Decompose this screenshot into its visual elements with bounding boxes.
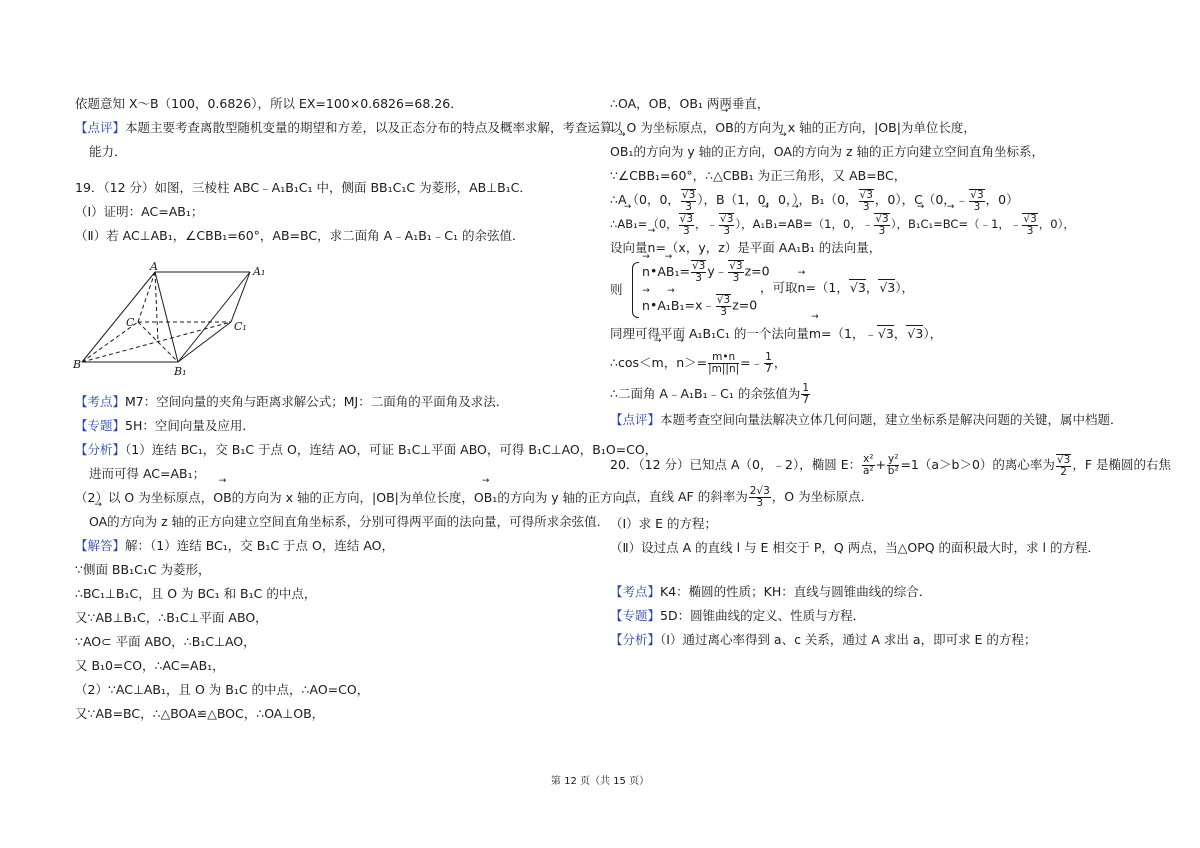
text-line: （Ⅱ）若 AC⊥AB₁，∠CBB₁=60°，AB=BC，求二面角 A﹣A₁B₁﹣C₁ 的余弦值． bbox=[75, 228, 525, 243]
text-line: 进而可得 AC=AB₁； bbox=[89, 466, 206, 481]
edge-ab bbox=[82, 272, 155, 362]
text-line: （2）以 O 为坐标原点，→ OB的方向为 x 轴的正方向，|OB|为单位长度，→ OB₁的方向为 y 轴的正方向， bbox=[75, 486, 595, 510]
prism-figure bbox=[72, 260, 272, 378]
problem-20-title: 20．（12 分）已知点 A（0，﹣2），椭圆 E： $\frac{\text{x²}}{\text{a²}}$ + $\frac{\text{y²}}{\text{b²}}$ =1（a＞b＞0）的离心率为 $\frac{√3}{2}$ ，F 是椭圆的右焦 bbox=[610, 453, 1171, 478]
text-line: 【专题】5D：圆锥曲线的定义、性质与方程． bbox=[610, 608, 866, 623]
equation-row: → n•→ AB₁= $\frac{√3}{3}$ y﹣ $\frac{√3}{3}$ z=0 bbox=[642, 260, 770, 284]
right-column bbox=[610, 92, 1171, 652]
text-line: ∴cos＜→ m，→ n＞= $\frac{m•n}{|m||n|}$ =﹣ $\frac{1}{7}$ ， bbox=[610, 346, 1130, 380]
text-line: 以 O 为坐标原点，→ OB的方向为 x 轴的正方向，|OB|为单位长度， bbox=[610, 116, 1130, 140]
problem-19-title: 19．（12 分）如图，三棱柱 ABC﹣A₁B₁C₁ 中，侧面 BB₁C₁C 为菱形，AB⊥B₁C． bbox=[75, 180, 532, 195]
edge-ac-hidden bbox=[138, 272, 155, 322]
system-brace bbox=[632, 262, 639, 318]
text-line: 又∵AB=BC，∴△BOA≌△BOC，∴OA⊥OB， bbox=[75, 706, 325, 721]
text-line: ∴OA，OB，OB₁ 两两垂直， bbox=[610, 96, 770, 111]
topic-tag: 【专题】 bbox=[610, 608, 661, 623]
left-column bbox=[75, 92, 658, 726]
text-line: （Ⅰ）证明：AC=AB₁； bbox=[75, 204, 204, 219]
text-line: → OB₁的方向为 y 轴的正方向，→ OA的方向为 z 轴的正方向建立空间直角坐标系， bbox=[610, 140, 1130, 164]
text-line: 【分析】（1）连结 BC₁，交 B₁C 于点 O，连结 AO，可证 B₁C⊥平面 ABO，可得 B₁C⊥AO，B₁O=CO， bbox=[75, 442, 658, 457]
edge-bc1-hidden bbox=[82, 322, 231, 362]
text-line: 【专题】5H：空间向量及应用． bbox=[75, 418, 255, 433]
text-line: 【考点】M7：空间向量的夹角与距离求解公式；MJ：二面角的平面角及求法． bbox=[75, 394, 509, 409]
vertex-label: B bbox=[73, 358, 82, 371]
page-footer: 第 12 页（共 15 页） bbox=[550, 776, 650, 787]
analysis-tag: 【分析】 bbox=[75, 442, 126, 457]
text-line: → OA的方向为 z 轴的正方向建立空间直角坐标系，分别可得两平面的法向量，可得所求余弦值． bbox=[75, 510, 595, 534]
text-line: ∵侧面 BB₁C₁C 为菱形， bbox=[75, 562, 211, 577]
text-line: 【点评】本题考查空间向量法解决立体几何问题，建立坐标系是解决问题的关键，属中档题． bbox=[610, 412, 1123, 427]
text-line: ∵∠CBB₁=60°，∴△CBB₁ 为正三角形，又 AB=BC， bbox=[610, 168, 907, 183]
text-line: 能力． bbox=[89, 144, 127, 159]
text-line: （Ⅱ）设过点 A 的直线 l 与 E 相交于 P，Q 两点，当△OPQ 的面积最大时，求 l 的方程． bbox=[610, 540, 1100, 555]
vertex-label: A₁ bbox=[253, 265, 266, 278]
text-line: ∴二面角 A﹣A₁B₁﹣C₁ 的余弦值为 $\frac{1}{7}$ bbox=[610, 382, 810, 406]
equation-row: → n•→ A₁B₁=x﹣ $\frac{√3}{3}$ z=0 bbox=[642, 294, 757, 318]
text-line: ，可取→ n=（1，√3，√3）， bbox=[760, 278, 914, 298]
knowledge-tag: 【考点】 bbox=[610, 584, 661, 599]
vertex-label: B₁ bbox=[174, 365, 187, 378]
text-line: ∴→ AB₁=（0， $\frac{√3}{3}$ ，﹣ $\frac{√3}{3}$ ），→ A₁B₁=→ AB=（1，0，﹣ $\frac{√3}{3}$ ），→ B₁C₁=→ BC=（﹣1，﹣ $\frac{√3}{3}$ ，0）， bbox=[610, 212, 1130, 236]
review-tag: 【点评】 bbox=[75, 120, 126, 135]
text-line: 点，直线 AF 的斜率为 $\frac{2√3}{3}$ ，O 为坐标原点． bbox=[624, 485, 874, 509]
text-line: 【点评】本题主要考查离散型随机变量的期望和方差，以及正态分布的特点及概率求解，考查运算 bbox=[75, 120, 613, 135]
text-line: 又 B₁0=CO，∴AC=AB₁， bbox=[75, 658, 225, 673]
knowledge-tag: 【考点】 bbox=[75, 394, 126, 409]
solution-tag: 【解答】 bbox=[75, 538, 126, 553]
vertex-label: A bbox=[150, 260, 158, 273]
edge-b1c1 bbox=[178, 322, 231, 362]
text-line: 【解答】解：（1）连结 BC₁，交 B₁C 于点 O，连结 AO， bbox=[75, 538, 395, 553]
text-line: （Ⅰ）求 E 的方程； bbox=[610, 516, 718, 531]
analysis-tag: 【分析】 bbox=[610, 632, 661, 647]
edge-a1c1 bbox=[231, 272, 250, 322]
text-line: ∴BC₁⊥B₁C，且 O 为 BC₁ 和 B₁C 的中点， bbox=[75, 586, 317, 601]
review-tag: 【点评】 bbox=[610, 412, 661, 427]
edge-ab1 bbox=[155, 272, 178, 362]
equation-system: 则 → n•→ AB₁= $\frac{√3}{3}$ y﹣ $\frac{√3}{3}$ z=0 → n•→ A₁B₁=x﹣ $\frac{√3}{3}$ z=0 ，可取→ n=（1，√3，√3）， bbox=[610, 260, 1130, 322]
text-line: （2）∵AC⊥AB₁，且 O 为 B₁C 的中点，∴AO=CO， bbox=[75, 682, 370, 697]
edge-b1a1 bbox=[178, 272, 250, 362]
text-line: 又∵AB⊥B₁C，∴B₁C⊥平面 ABO， bbox=[75, 610, 268, 625]
text-line: 设向量→ n=（x，y，z）是平面 AA₁B₁ 的法向量， bbox=[610, 236, 1130, 260]
text-line: ∴A（0，0， $\frac{√3}{3}$ ），B（1，0，0，），B₁（0， $\frac{√3}{3}$ ，0），C（0，﹣ $\frac{√3}{3}$ ，0） bbox=[610, 188, 1019, 213]
vertex-label: C₁ bbox=[234, 320, 247, 333]
text-line: 【考点】K4：椭圆的性质；KH：直线与圆锥曲线的综合． bbox=[610, 584, 932, 599]
text-line: ∵AO⊂ 平面 ABO，∴B₁C⊥AO， bbox=[75, 634, 256, 649]
text-line: 依题意知 X～B（100，0.6826），所以 EX=100×0.6826=68.26． bbox=[75, 96, 463, 111]
text-line: 【分析】（Ⅰ）通过离心率得到 a、c 关系，通过 A 求出 a，即可求 E 的方程； bbox=[610, 632, 1037, 647]
text-line: 同理可得平面 A₁B₁C₁ 的一个法向量→ m=（1，﹣√3，√3）， bbox=[610, 322, 1130, 346]
topic-tag: 【专题】 bbox=[75, 418, 126, 433]
vertex-label: C bbox=[126, 316, 135, 329]
